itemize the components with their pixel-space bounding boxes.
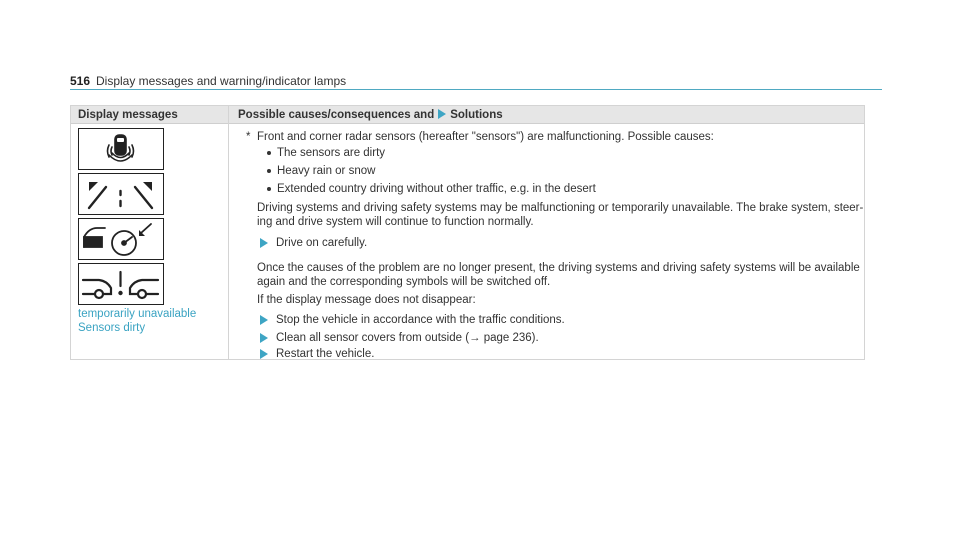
action-step: Restart the vehicle. bbox=[276, 348, 375, 360]
action-arrow-icon bbox=[260, 238, 268, 248]
display-message-text: Sensors dirty bbox=[78, 322, 146, 334]
speedometer-car-icon bbox=[78, 218, 164, 260]
vehicle-gap-warning-icon bbox=[78, 263, 164, 305]
action-step: Drive on carefully. bbox=[276, 237, 368, 249]
action-step: Stop the vehicle in accordance with the traffic conditions. bbox=[276, 314, 565, 326]
table-header-row bbox=[71, 106, 864, 124]
column-header-display-messages: Display messages bbox=[78, 109, 178, 121]
bullet-icon bbox=[267, 187, 271, 191]
section-title: Display messages and warning/indicator lamps bbox=[96, 74, 347, 88]
page-header bbox=[70, 70, 882, 90]
action-step-page-link[interactable]: Clean all sensor covers from outside (→ page 236). bbox=[276, 332, 539, 344]
paragraph-text: again and the corresponding symbols will be switched off. bbox=[257, 276, 551, 288]
sensor-lines-icon bbox=[78, 173, 164, 215]
list-item: Extended country driving without other traffic, e.g. in the desert bbox=[277, 183, 596, 195]
paragraph-text: Once the causes of the problem are no longer present, the driving systems and driving safety systems will be available bbox=[257, 262, 860, 274]
paragraph-text: If the display message does not disappear: bbox=[257, 294, 476, 306]
intro-text: Front and corner radar sensors (hereafter "sensors") are malfunctioning. Possible causes: bbox=[257, 131, 714, 143]
display-messages-table bbox=[70, 105, 865, 360]
paragraph-text: ing and drive system will continue to function normally. bbox=[257, 216, 534, 228]
action-arrow-icon bbox=[260, 315, 268, 325]
display-message-text: temporarily unavailable bbox=[78, 308, 197, 320]
page-number: 516 bbox=[70, 74, 91, 88]
paragraph-text: Driving systems and driving safety systems may be malfunctioning or temporarily unavailable. The brake system, steer- bbox=[257, 202, 864, 214]
bullet-icon bbox=[267, 169, 271, 173]
column-divider bbox=[228, 106, 229, 359]
list-item: Heavy rain or snow bbox=[277, 165, 376, 177]
column-header-solutions: Solutions bbox=[450, 109, 503, 121]
column-header-causes: Possible causes/consequences and bbox=[238, 109, 435, 121]
bullet-icon bbox=[267, 151, 271, 155]
radar-sensor-car-icon bbox=[78, 128, 164, 170]
column-header-causes-solutions bbox=[238, 109, 503, 121]
action-arrow-icon bbox=[260, 349, 268, 359]
footnote-asterisk: * bbox=[246, 131, 251, 143]
action-arrow-icon bbox=[260, 333, 268, 343]
list-item: The sensors are dirty bbox=[277, 147, 386, 159]
solution-arrow-icon bbox=[438, 109, 446, 119]
